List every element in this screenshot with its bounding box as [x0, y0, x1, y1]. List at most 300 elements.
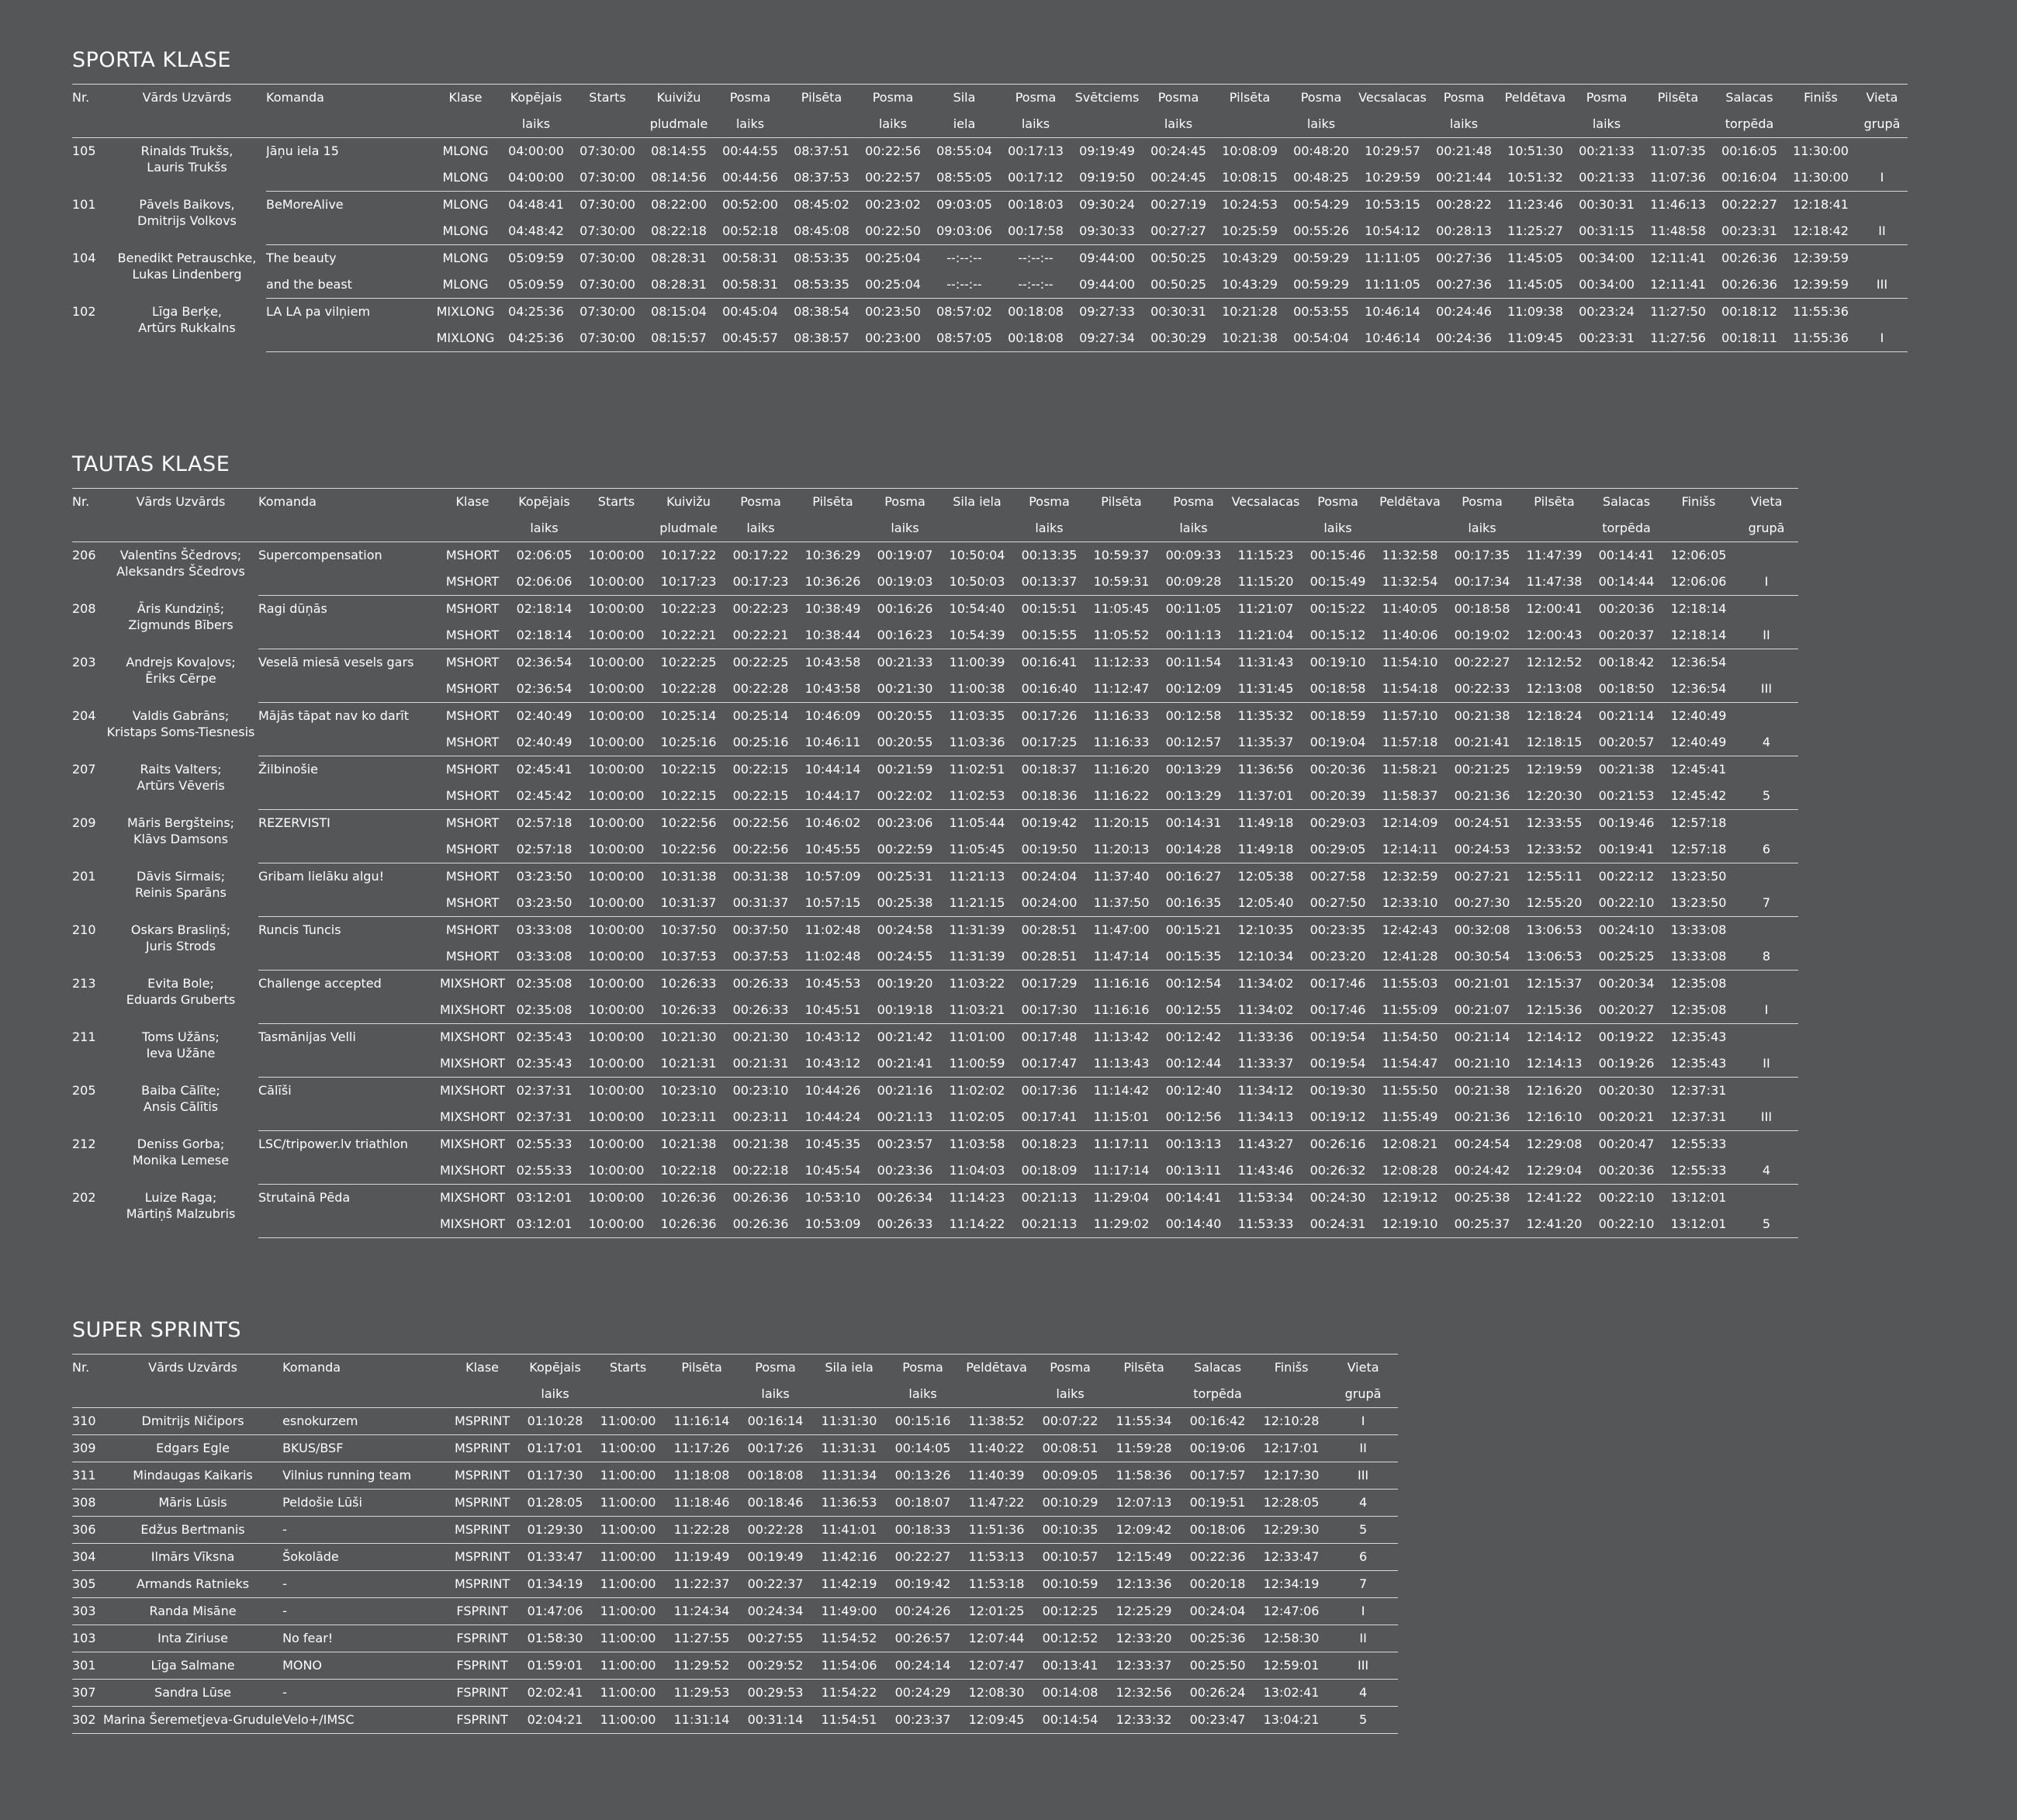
time-cell: 00:24:45 [1150, 144, 1206, 158]
column-header [1500, 111, 1571, 138]
result-row [72, 1598, 1398, 1625]
time-cell: 00:27:19 [1150, 197, 1206, 212]
time-cell: 10:21:31 [652, 1050, 725, 1078]
team-name: - [282, 1517, 445, 1544]
time-cell: 11:21:04 [1230, 622, 1302, 649]
time-cell: 12:41:28 [1374, 943, 1446, 971]
column-header: Pilsēta [1085, 489, 1157, 516]
column-header: Finišs [1254, 1355, 1328, 1382]
time-cell: 12:42:43 [1382, 922, 1438, 937]
time-cell: 11:23:46 [1507, 197, 1563, 212]
result-row [72, 1104, 1798, 1131]
group-place: 5 [1328, 1707, 1398, 1734]
column-header: Kopējais [508, 489, 580, 516]
bib-number: 303 [72, 1598, 103, 1625]
time-cell: 12:07:47 [960, 1652, 1033, 1680]
time-cell: 02:45:41 [516, 762, 573, 777]
time-cell: 11:34:12 [1237, 1083, 1294, 1098]
time-cell: MIXSHORT [437, 1211, 508, 1238]
time-cell: 11:34:02 [1237, 976, 1294, 991]
result-row [72, 1211, 1798, 1238]
bib-number: 101 [72, 196, 96, 212]
column-header: laiks [1157, 515, 1230, 542]
time-cell: 11:55:34 [1107, 1408, 1181, 1435]
athlete-names: Māris Bergšteins; Klāvs Damsons [126, 815, 235, 846]
time-cell: 10:22:56 [652, 836, 725, 863]
athlete-names: Oskars Brasliņš; Juris Strods [130, 922, 231, 953]
time-cell: 00:22:56 [732, 815, 789, 830]
time-cell: 08:14:55 [651, 144, 707, 158]
athlete-name: Edžus Bertmanis [103, 1517, 282, 1544]
time-cell: 12:09:42 [1107, 1517, 1181, 1544]
time-cell: 10:00:00 [580, 943, 652, 971]
bib-number: 311 [72, 1462, 103, 1490]
athlete-names: Andrejs Kovaļovs; Ēriks Cērpe [126, 654, 236, 686]
time-cell: 10:22:18 [652, 1157, 725, 1185]
column-header: laiks [1285, 111, 1357, 138]
time-cell: 10:54:40 [949, 601, 1005, 616]
time-cell: 00:18:08 [1000, 325, 1071, 352]
team-name [258, 622, 437, 649]
time-cell: 00:28:13 [1428, 218, 1500, 245]
group-place: II [1856, 218, 1908, 245]
time-cell: 12:07:13 [1107, 1490, 1181, 1517]
time-cell: 00:13:29 [1165, 762, 1222, 777]
group-place: II [1328, 1625, 1398, 1652]
group-place [1735, 756, 1798, 784]
time-cell: 10:00:00 [588, 1137, 645, 1151]
time-cell: MSHORT [445, 762, 500, 777]
result-row [72, 1131, 1798, 1158]
time-cell: MLONG [442, 251, 489, 265]
time-cell: 02:57:18 [516, 815, 573, 830]
result-row [72, 1544, 1398, 1571]
column-header: laiks [739, 1381, 812, 1408]
result-row [72, 703, 1798, 730]
time-cell: 11:32:58 [1382, 548, 1438, 562]
time-cell: 10:43:58 [797, 676, 869, 703]
time-cell: 03:12:01 [516, 1190, 573, 1205]
time-cell: 10:45:54 [797, 1157, 869, 1185]
column-header: laiks [725, 515, 797, 542]
time-cell: 09:19:49 [1079, 144, 1135, 158]
time-cell: 12:40:49 [1670, 708, 1727, 723]
time-cell: 00:15:22 [1309, 601, 1366, 616]
time-cell: 08:28:31 [651, 251, 707, 265]
time-cell: 11:09:38 [1507, 304, 1563, 319]
sprints-section [72, 1318, 1398, 1734]
group-place: 8 [1735, 943, 1798, 971]
time-cell: 10:22:56 [660, 815, 717, 830]
athlete-names: Baiba Cālīte; Ansis Cālītis [141, 1082, 220, 1114]
column-header: Pilsēta [786, 85, 857, 112]
time-cell: 00:22:56 [725, 836, 797, 863]
time-cell: 00:44:56 [714, 164, 786, 192]
time-cell: 00:19:41 [1590, 836, 1662, 863]
column-header: Vieta [1328, 1355, 1398, 1382]
time-cell: 00:09:33 [1165, 548, 1222, 562]
time-cell: MSHORT [437, 622, 508, 649]
column-header: laiks [857, 111, 929, 138]
column-header: Sila iela [812, 1355, 886, 1382]
time-cell: 11:42:16 [812, 1544, 886, 1571]
athlete-names: Līga Berķe, Artūrs Rukkalns [138, 303, 236, 335]
time-cell: 10:46:14 [1365, 304, 1420, 319]
time-cell: 04:00:00 [500, 164, 572, 192]
time-cell: 03:23:50 [516, 869, 573, 884]
time-cell: 10:00:00 [588, 655, 645, 670]
bib-number: 205 [72, 1082, 96, 1098]
time-cell: 11:18:08 [665, 1462, 739, 1490]
time-cell: 12:11:41 [1642, 272, 1714, 299]
time-cell: 10:00:00 [580, 1050, 652, 1078]
time-cell: MIXSHORT [440, 1083, 505, 1098]
team-name: Strutainā Pēda [258, 1190, 351, 1205]
time-cell: 10:31:38 [660, 869, 717, 884]
time-cell: 11:55:50 [1382, 1083, 1438, 1098]
time-cell: 12:05:38 [1237, 869, 1294, 884]
time-cell: 12:10:34 [1230, 943, 1302, 971]
class-cell: MSPRINT [445, 1435, 519, 1462]
athlete-name: Armands Ratnieks [103, 1571, 282, 1598]
column-header: Pilsēta [1107, 1355, 1181, 1382]
time-cell: 11:54:06 [812, 1652, 886, 1680]
time-cell: 00:19:51 [1181, 1490, 1254, 1517]
time-cell: 09:44:00 [1079, 251, 1135, 265]
time-cell: 00:27:36 [1436, 251, 1492, 265]
time-cell: 00:26:24 [1181, 1680, 1254, 1707]
time-cell: 10:51:30 [1507, 144, 1563, 158]
class-cell: MSPRINT [445, 1544, 519, 1571]
team-name: Velo+/IMSC [282, 1707, 445, 1734]
time-cell: 11:32:54 [1374, 569, 1446, 596]
time-cell: 12:19:12 [1382, 1190, 1438, 1205]
time-cell: 10:00:00 [588, 762, 645, 777]
athlete-names: Pāvels Baikovs, Dmitrijs Volkovs [137, 196, 237, 228]
time-cell: --:--:-- [946, 251, 982, 265]
time-cell: 10:00:00 [580, 1211, 652, 1238]
column-header: Klase [445, 1355, 519, 1382]
time-cell: 00:21:36 [1446, 783, 1518, 810]
team-name [258, 783, 437, 810]
time-cell: 02:18:14 [516, 601, 573, 616]
time-cell: 00:30:31 [1150, 304, 1206, 319]
time-cell: 00:22:27 [1454, 655, 1510, 670]
athlete-names: Rinalds Trukšs, Lauris Trukšs [140, 144, 234, 175]
time-cell: 00:21:36 [1446, 1104, 1518, 1131]
time-cell: 11:31:31 [812, 1435, 886, 1462]
time-cell: 12:18:41 [1793, 197, 1849, 212]
time-cell: 00:10:29 [1033, 1490, 1107, 1517]
time-cell: 00:24:04 [1021, 869, 1078, 884]
time-cell: 00:22:18 [725, 1157, 797, 1185]
column-header: Posma [869, 489, 941, 516]
class-cell: FSPRINT [445, 1625, 519, 1652]
result-row [72, 676, 1798, 703]
time-cell: 02:04:21 [519, 1707, 591, 1734]
time-cell: 00:18:46 [739, 1490, 812, 1517]
group-place: 5 [1735, 783, 1798, 810]
time-cell: 00:21:44 [1428, 164, 1500, 192]
athlete-names: Luize Raga; Mārtiņš Malzubris [126, 1189, 236, 1221]
time-cell: 00:23:36 [869, 1157, 941, 1185]
athlete-names: Evita Bole; Eduards Gruberts [126, 975, 236, 1007]
time-cell: 11:55:36 [1793, 304, 1849, 319]
time-cell: 12:55:11 [1526, 869, 1583, 884]
time-cell: 10:00:00 [580, 729, 652, 756]
time-cell: 10:08:09 [1222, 144, 1278, 158]
time-cell: 11:09:45 [1500, 325, 1571, 352]
time-cell: 00:27:50 [1302, 890, 1374, 917]
time-cell: 00:20:30 [1598, 1083, 1655, 1098]
time-cell: 12:20:30 [1518, 783, 1590, 810]
bib-number: 210 [72, 922, 96, 937]
result-row [72, 1157, 1798, 1185]
time-cell: 10:00:00 [588, 548, 645, 562]
bib-number: 302 [72, 1707, 103, 1734]
team-name [266, 218, 431, 245]
team-name: Šokolāde [282, 1544, 445, 1571]
header-row [72, 515, 1798, 542]
team-name [258, 943, 437, 971]
time-cell: 11:30:00 [1793, 144, 1849, 158]
time-cell: 01:29:30 [519, 1517, 591, 1544]
time-cell: 00:23:06 [877, 815, 933, 830]
time-cell: 00:24:36 [1428, 325, 1500, 352]
team-name: Žilbinošie [258, 762, 319, 777]
time-cell: 12:08:28 [1374, 1157, 1446, 1185]
time-cell: 00:18:58 [1454, 601, 1510, 616]
team-name [258, 1104, 437, 1131]
time-cell: 00:26:33 [725, 997, 797, 1024]
time-cell: 10:38:44 [797, 622, 869, 649]
column-header: laiks [519, 1381, 591, 1408]
time-cell: 11:15:01 [1085, 1104, 1157, 1131]
time-cell: MIXLONG [431, 325, 500, 352]
bib-number: 102 [72, 303, 96, 319]
column-header: laiks [1428, 111, 1500, 138]
time-cell: 11:18:46 [665, 1490, 739, 1517]
bib-number: 310 [72, 1408, 103, 1435]
time-cell: 11:20:15 [1093, 815, 1150, 830]
bib-number: 308 [72, 1490, 103, 1517]
time-cell: 11:58:37 [1374, 783, 1446, 810]
time-cell: 02:55:33 [508, 1157, 580, 1185]
time-cell: 12:25:29 [1107, 1598, 1181, 1625]
time-cell: 11:00:38 [941, 676, 1013, 703]
team-name: Peldošie Lūši [282, 1490, 445, 1517]
column-header [1518, 515, 1590, 542]
team-name: Jāņu iela 15 [266, 144, 339, 158]
time-cell: --:--:-- [1018, 251, 1053, 265]
time-cell: 00:24:51 [1454, 815, 1510, 830]
time-cell: 12:29:30 [1254, 1517, 1328, 1544]
time-cell: 12:39:59 [1793, 251, 1849, 265]
time-cell: 00:24:53 [1446, 836, 1518, 863]
time-cell: 11:00:00 [591, 1571, 665, 1598]
time-cell: 00:14:54 [1033, 1707, 1107, 1734]
group-place [1735, 596, 1798, 623]
time-cell: 10:21:30 [660, 1029, 717, 1044]
bib-number: 306 [72, 1517, 103, 1544]
time-cell: MIXSHORT [440, 1137, 505, 1151]
time-cell: 11:05:45 [1093, 601, 1150, 616]
time-cell: 10:23:10 [660, 1083, 717, 1098]
time-cell: 11:05:45 [941, 836, 1013, 863]
group-place: 4 [1328, 1680, 1398, 1707]
time-cell: 02:37:31 [516, 1083, 573, 1098]
result-row [72, 596, 1798, 623]
time-cell: 10:26:36 [660, 1190, 717, 1205]
time-cell: 10:00:00 [580, 997, 652, 1024]
time-cell: 11:16:33 [1085, 729, 1157, 756]
time-cell: 11:41:01 [812, 1517, 886, 1544]
time-cell: 10:00:00 [580, 1157, 652, 1185]
time-cell: 01:17:30 [519, 1462, 591, 1490]
time-cell: 00:16:23 [869, 622, 941, 649]
group-place [1856, 299, 1908, 326]
bib-number: 105 [72, 144, 96, 158]
time-cell: 12:15:36 [1518, 997, 1590, 1024]
column-header: Starts [591, 1355, 665, 1382]
time-cell: MIXSHORT [437, 997, 508, 1024]
time-cell: 12:12:52 [1526, 655, 1583, 670]
time-cell: 00:25:36 [1181, 1625, 1254, 1652]
time-cell: 00:21:38 [732, 1137, 789, 1151]
time-cell: 02:06:06 [508, 569, 580, 596]
column-header: Peldētava [960, 1355, 1033, 1382]
team-name: Vilnius running team [282, 1462, 445, 1490]
time-cell: MSHORT [445, 601, 500, 616]
time-cell: 10:44:26 [804, 1083, 861, 1098]
time-cell: 00:25:25 [1590, 943, 1662, 971]
time-cell: 12:45:41 [1670, 762, 1727, 777]
time-cell: 11:31:43 [1237, 655, 1294, 670]
time-cell: 10:54:39 [941, 622, 1013, 649]
bib-number: 301 [72, 1652, 103, 1680]
time-cell: 11:53:18 [960, 1571, 1033, 1598]
time-cell: 11:15:20 [1230, 569, 1302, 596]
time-cell: 12:08:30 [960, 1680, 1033, 1707]
time-cell: MSHORT [437, 569, 508, 596]
time-cell: 12:09:45 [960, 1707, 1033, 1734]
group-place: I [1735, 997, 1798, 1024]
column-header: Pilsēta [1642, 85, 1714, 112]
time-cell: 02:37:31 [508, 1104, 580, 1131]
column-header: Finišs [1662, 489, 1735, 516]
time-cell: 00:16:04 [1714, 164, 1785, 192]
group-place [1735, 703, 1798, 730]
time-cell: 00:21:30 [869, 676, 941, 703]
time-cell: 00:19:42 [886, 1571, 960, 1598]
time-cell: 00:22:36 [1181, 1544, 1254, 1571]
time-cell: 12:35:43 [1670, 1029, 1727, 1044]
time-cell: 00:29:03 [1309, 815, 1366, 830]
time-cell: 00:19:50 [1013, 836, 1085, 863]
time-cell: 11:36:56 [1237, 762, 1294, 777]
time-cell: 12:10:28 [1254, 1408, 1328, 1435]
time-cell: 00:44:55 [722, 144, 778, 158]
time-cell: 00:37:50 [732, 922, 789, 937]
team-name [258, 997, 437, 1024]
time-cell: 11:00:00 [591, 1435, 665, 1462]
time-cell: 00:22:56 [865, 144, 921, 158]
time-cell: 00:19:02 [1446, 622, 1518, 649]
time-cell: 11:46:13 [1650, 197, 1706, 212]
time-cell: 00:18:37 [1021, 762, 1078, 777]
group-place: I [1328, 1408, 1398, 1435]
result-row [72, 218, 1908, 245]
time-cell: 11:03:36 [941, 729, 1013, 756]
time-cell: 11:35:37 [1230, 729, 1302, 756]
time-cell: MSHORT [445, 655, 500, 670]
time-cell: 00:18:03 [1008, 197, 1064, 212]
time-cell: MSHORT [445, 708, 500, 723]
group-place: 5 [1735, 1211, 1798, 1238]
time-cell: 11:29:52 [665, 1652, 739, 1680]
time-cell: 10:38:49 [804, 601, 861, 616]
athlete-names: Āris Kundziņš; Zigmunds Bībers [128, 600, 234, 632]
result-row [72, 836, 1798, 863]
time-cell: 02:36:54 [508, 676, 580, 703]
time-cell: 01:47:06 [519, 1598, 591, 1625]
time-cell: 11:37:01 [1230, 783, 1302, 810]
time-cell: 12:13:36 [1107, 1571, 1181, 1598]
column-header: Vecsalacas [1357, 85, 1428, 112]
time-cell: 12:36:54 [1662, 676, 1735, 703]
column-header [72, 1381, 103, 1408]
result-row [72, 1050, 1798, 1078]
column-header: Svētciems [1071, 85, 1143, 112]
column-header [431, 111, 500, 138]
time-cell: 00:27:36 [1428, 272, 1500, 299]
result-row [72, 164, 1908, 192]
time-cell: 00:25:50 [1181, 1652, 1254, 1680]
column-header: Kuivižu [652, 489, 725, 516]
time-cell: 11:22:28 [665, 1517, 739, 1544]
class-cell: FSPRINT [445, 1598, 519, 1625]
time-cell: 11:02:51 [949, 762, 1005, 777]
team-name: Tasmānijas Velli [258, 1029, 356, 1044]
time-cell: 10:43:58 [804, 655, 861, 670]
time-cell: 11:30:00 [1785, 164, 1856, 192]
time-cell: 00:17:13 [1008, 144, 1064, 158]
time-cell: 11:35:32 [1237, 708, 1294, 723]
time-cell: 11:02:48 [804, 922, 861, 937]
time-cell: 00:20:57 [1590, 729, 1662, 756]
athlete-names: Valdis Gabrāns; Kristaps Soms-Tiesnesis [106, 708, 255, 739]
time-cell: 07:30:00 [572, 272, 643, 299]
athlete-names: Toms Užāns; Ieva Užāne [142, 1029, 220, 1061]
time-cell: 00:50:25 [1150, 251, 1206, 265]
time-cell: 00:18:09 [1013, 1157, 1085, 1185]
time-cell: 00:25:38 [869, 890, 941, 917]
time-cell: 10:43:12 [797, 1050, 869, 1078]
time-cell: 10:57:09 [804, 869, 861, 884]
time-cell: 00:20:36 [1309, 762, 1366, 777]
time-cell: 00:15:35 [1157, 943, 1230, 971]
time-cell: 00:16:40 [1013, 676, 1085, 703]
time-cell: 00:22:21 [725, 622, 797, 649]
time-cell: 00:19:06 [1181, 1435, 1254, 1462]
time-cell: 00:21:01 [1454, 976, 1510, 991]
time-cell: 00:21:14 [1598, 708, 1655, 723]
time-cell: 11:59:28 [1107, 1435, 1181, 1462]
time-cell: 10:57:15 [797, 890, 869, 917]
time-cell: 10:22:15 [660, 762, 717, 777]
group-place: 7 [1735, 890, 1798, 917]
time-cell: 00:21:33 [1579, 144, 1635, 158]
